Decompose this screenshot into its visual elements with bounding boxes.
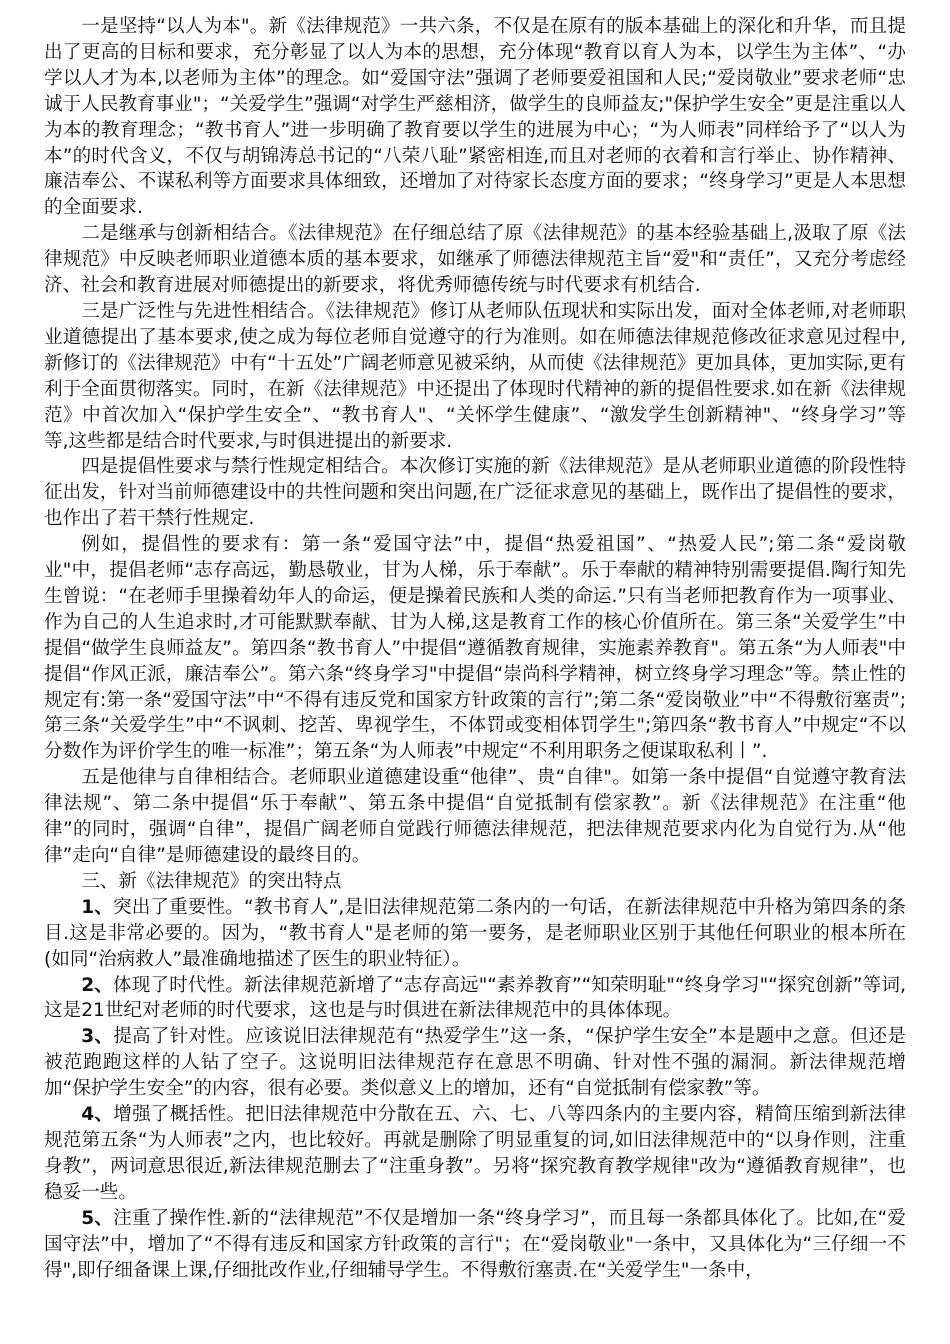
paragraph-text: 二是继承与创新相结合。《法律规范》在仔细总结了原《法律规范》的基本经验基础上,汲取了原《法律规范》中反映老师职业道德本质的基本要求，如继承了师德法律规范主旨“爱"和“责任”，又充分考虑经济、社会和教育进展对师德提出的新要求，将优秀师德传统与时代要求有机结合. <box>44 223 906 297</box>
paragraph-text: 五是他律与自律相结合。老师职业道德建设重“他律”、贵“自律"。如第一条中提倡“自觉遵守教育法律法规”、第二条中提倡“乐于奉献”、第五条中提倡“自觉抵制有偿家教”。新《法律规范》在注重“他律”的同时，强调“自律”，提倡广阔老师自觉践行师德法律规范，把法律规范要求内化为自觉行为.从“他律”走向“自律”是师德建设的最终目的。 <box>44 767 906 866</box>
paragraph-text: 三是广泛性与先进性相结合。《法律规范》修订从老师队伍现状和实际出发，面对全体老师,对老师职业道德提出了基本要求,使之成为每位老师自觉遵守的行为准则。如在师德法律规范修改征求意见过程中,新修订的《法律规范》中有“十五处”广阔老师意见被采纳，从而使《法律规范》更加具体，更加实际,更有利于全面贯彻落实。同时，在新《法律规范》中还提出了体现时代精神的新的提倡性要求.如在新《法律规范》中首次加入“保护学生安全”、“教书育人"、“关怀学生健康”、“激发学生创新精神"、“终身学习”等等,这些都是结合时代要求,与时俱进提出的新要求. <box>44 300 906 452</box>
item-number: 2、 <box>81 974 113 996</box>
paragraph-inheritance-innovation <box>44 221 906 299</box>
paragraph-examples <box>44 532 906 765</box>
feature-item-operability <box>44 1206 906 1284</box>
section-heading-text: 三、新《法律规范》的突出特点 <box>81 870 342 892</box>
item-text: 注重了操作性.新的“法律规范”不仅是增加一条“终身学习”，而且每一条都具体化了。比如,在“爱国守法”中，增加了“不得有违反和国家方针政策的言行"；在“爱岗敬业"一条中，又具体化为“三仔细一不得",即仔细备课上课,仔细批改作业,仔细辅导学生。不得敷衍塞责.在“关爱学生"一条中， <box>44 1207 906 1281</box>
paragraph-text: 四是提倡性要求与禁行性规定相结合。本次修订实施的新《法律规范》是从老师职业道德的阶段性特征出发，针对当前师德建设中的共性问题和突出问题,在广泛征求意见的基础上，既作出了提倡性的要求，也作出了若干禁行性规定. <box>44 456 906 530</box>
feature-item-importance <box>44 895 906 973</box>
item-text: 增强了概括性。把旧法律规范中分散在五、六、七、八等四条内的主要内容，精简压缩到新法律规范第五条“为人师表”之内，也比较好。再就是删除了明显重复的词,如旧法律规范中的“以身作则，注重身教”，两词意思很近,新法律规范删去了“注重身教”。另将“探究教育教学规律"改为“遵循教育规律”，也稳妥一些。 <box>44 1104 906 1203</box>
paragraph-advocacy-prohibition <box>44 454 906 532</box>
feature-item-timeliness <box>44 973 906 1025</box>
feature-item-pertinence <box>44 1024 906 1102</box>
paragraph-text: 一是坚持“以人为本"。新《法律规范》一共六条，不仅是在原有的版本基础上的深化和升华，而且提出了更高的目标和要求，充分彰显了以人为本的思想，充分体现“教育以育人为本，以学生为主体”、“办学以人才为本,以老师为主体”的理念。如“爱国守法”强调了老师要爱祖国和人民;“爱岗敬业”要求老师“忠诚于人民教育事业"；“关爱学生”强调“对学生严慈相济，做学生的良师益友;"保护学生安全”更是注重以人为本的教育理念；“教书育人”进一步明确了教育要以学生的进展为中心；“为人师表”同样给予了“以人为本”的时代含义，不仅与胡锦涛总书记的“八荣八耻”紧密相连,而且对老师的衣着和言行举止、协作精神、廉洁奉公、不谋私利等方面要求具体细致，还增加了对待家长态度方面的要求；“终身学习”更是人本思想的全面要求. <box>44 16 906 219</box>
paragraph-universality-advanced <box>44 299 906 454</box>
section-heading <box>44 869 906 895</box>
item-number: 1、 <box>81 896 113 918</box>
item-text: 体现了时代性。新法律规范新增了“志存高远"“素养教育”“知荣明耻"“终身学习"“探究创新”等词,这是21世纪对老师的时代要求，这也是与时俱进在新法律规范中的具体体现。 <box>44 974 906 1022</box>
item-number: 4、 <box>81 1104 114 1126</box>
paragraph-people-oriented <box>44 14 906 221</box>
feature-item-generality <box>44 1102 906 1206</box>
item-number: 5、 <box>81 1207 114 1229</box>
paragraph-heteronomy-autonomy <box>44 765 906 869</box>
item-text: 突出了重要性。“教书育人”,是旧法律规范第二条内的一句话，在新法律规范中升格为第四条的条目.这是非常必要的。因为，“教书育人"是老师的第一要务，是老师职业区别于其他任何职业的根本所在(如同“治病救人”最准确地描述了医生的职业特征）。 <box>44 896 906 970</box>
item-number: 3、 <box>81 1026 114 1048</box>
item-text: 提高了针对性。应该说旧法律规范有“热爱学生”这一条，“保护学生安全”本是题中之意。但还是被范跑跑这样的人钻了空子。这说明旧法律规范存在意思不明确、针对性不强的漏洞。新法律规范增加“保护学生安全”的内容，很有必要。类似意义上的增加，还有“自觉抵制有偿家教”等。 <box>44 1026 906 1100</box>
paragraph-text: 例如，提倡性的要求有：第一条“爱国守法”中，提倡“热爱祖国”、“热爱人民”;第二条“爱岗敬业"中，提倡老师“志存高远，勤恳敬业，甘为人梯，乐于奉献”。乐于奉献的精神特别需要提倡.陶行知先生曾说：“在老师手里操着幼年人的命运，便是操着民族和人类的命运.”只有当老师把教育作为一项事业、作为自己的人生追求时,才可能默默奉献、甘为人梯,这是教育工作的核心价值所在。第三条“关爱学生”中提倡“做学生良师益友”。第四条“教书育人”中提倡“遵循教育规律，实施素养教育"。第五条“为人师表"中提倡“作风正派，廉洁奉公”。第六条“终身学习"中提倡“崇尚科学精神，树立终身学习理念”等。禁止性的规定有:第一条“爱国守法”中“不得有违反党和国家方针政策的言行”;第二条“爱岗敬业”中“不得敷衍塞责”;第三条“关爱学生”中“不讽刺、挖苦、卑视学生，不体罚或变相体罚学生";第四条“教书育人”中规定“不以分数作为评价学生的唯一标准”；第五条“为人师表”中规定“不利用职务之便谋取私利丨”. <box>44 534 906 763</box>
